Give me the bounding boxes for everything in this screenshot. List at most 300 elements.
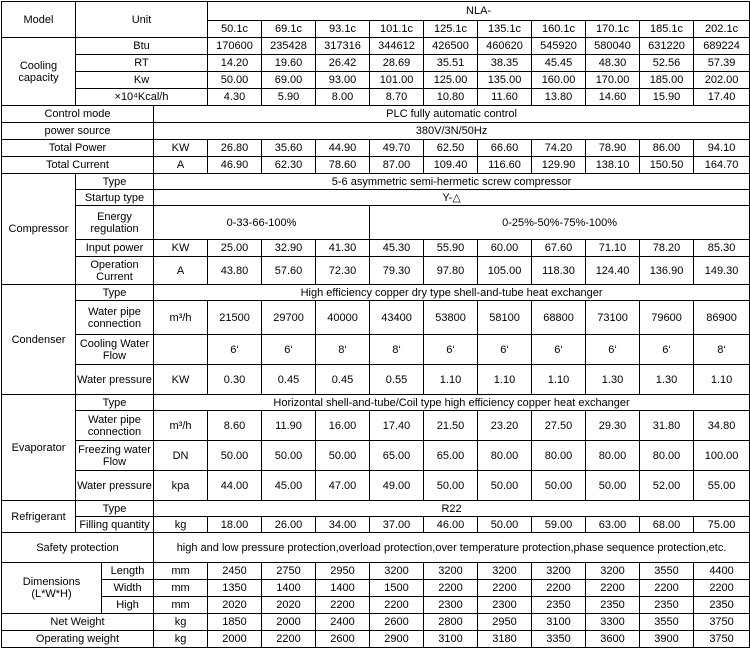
power-source-row: [2, 123, 750, 140]
value-cell: 11.90: [262, 411, 316, 441]
value-cell: 65.00: [424, 441, 478, 471]
energy-regulation-row: [2, 206, 750, 240]
value-cell: 19.60: [262, 55, 316, 72]
value-cell: 32.90: [262, 240, 316, 257]
value-cell: 62.50: [424, 140, 478, 157]
value-cell: 67.60: [532, 240, 586, 257]
value-cell: 26.00: [262, 517, 316, 533]
value-cell: 2020: [262, 597, 316, 614]
value-cell: 57.39: [694, 55, 750, 72]
input-power-row: [2, 240, 750, 257]
value-cell: 1400: [316, 580, 370, 597]
value-cell: 2800: [424, 614, 478, 631]
value-cell: 50.00: [208, 441, 262, 471]
control-mode-label: Control mode: [2, 106, 154, 123]
condenser-type-value: High efficiency copper dry type shell-and-tube heat exchanger: [154, 285, 750, 301]
value-cell: 50.00: [532, 471, 586, 501]
dimension-length-row: [2, 563, 750, 580]
value-cell: 34.00: [316, 517, 370, 533]
unit-cell: A: [154, 257, 208, 285]
value-cell: 3180: [478, 631, 532, 648]
operating-weight-label: Operating weight: [2, 631, 154, 648]
value-cell: 8‘: [316, 335, 370, 365]
cooling-water-flow-row: [2, 335, 750, 365]
cooling-rt-row: [2, 55, 750, 72]
type-label: Type: [76, 395, 154, 411]
value-cell: 11.60: [478, 89, 532, 106]
value-cell: 170600: [208, 38, 262, 55]
model-cell: 101.1c: [370, 21, 424, 38]
dimension-name: Length: [102, 563, 154, 580]
value-cell: 45.45: [532, 55, 586, 72]
value-cell: 125.00: [424, 72, 478, 89]
value-cell: 1.10: [424, 365, 478, 395]
value-cell: 34.80: [694, 411, 750, 441]
value-cell: 3300: [586, 614, 640, 631]
value-cell: 6‘: [208, 335, 262, 365]
value-cell: 40000: [316, 301, 370, 335]
value-cell: 58100: [478, 301, 532, 335]
model-cell: 160.1c: [532, 21, 586, 38]
value-cell: 35.60: [262, 140, 316, 157]
net-weight-row: [2, 614, 750, 631]
value-cell: 18.00: [208, 517, 262, 533]
value-cell: 53800: [424, 301, 478, 335]
unit-cell: kg: [154, 614, 208, 631]
value-cell: 62.30: [262, 157, 316, 174]
value-cell: 6‘: [640, 335, 694, 365]
evaporator-water-pressure-row: [2, 471, 750, 501]
value-cell: 2200: [478, 580, 532, 597]
spec-table: [1, 1, 750, 648]
value-cell: 3900: [640, 631, 694, 648]
unit-cell: kg: [154, 517, 208, 533]
value-cell: 48.30: [586, 55, 640, 72]
value-cell: 3750: [694, 631, 750, 648]
unit-cell: kg: [154, 631, 208, 648]
value-cell: 25.00: [208, 240, 262, 257]
value-cell: 2350: [694, 597, 750, 614]
value-cell: 1850: [208, 614, 262, 631]
value-cell: 6‘: [586, 335, 640, 365]
power-source-value: 380V/3N/50Hz: [154, 123, 750, 140]
unit-cell: RT: [76, 55, 208, 72]
value-cell: 344612: [370, 38, 424, 55]
refrigerant-type-row: [2, 501, 750, 517]
value-cell: 50.00: [208, 72, 262, 89]
value-cell: 14.20: [208, 55, 262, 72]
value-cell: 3350: [532, 631, 586, 648]
model-cell: 69.1c: [262, 21, 316, 38]
water-pipe-label: Water pipe connection: [76, 301, 154, 335]
value-cell: 2300: [424, 597, 478, 614]
value-cell: 16.00: [316, 411, 370, 441]
value-cell: 116.60: [478, 157, 532, 174]
refrigerant-type-value: R22: [154, 501, 750, 517]
value-cell: 10.80: [424, 89, 478, 106]
control-mode-row: [2, 106, 750, 123]
cooling-kw-row: [2, 72, 750, 89]
value-cell: 93.00: [316, 72, 370, 89]
startup-type-label: Startup type: [76, 190, 154, 206]
evaporator-type-row: [2, 395, 750, 411]
value-cell: 80.00: [586, 441, 640, 471]
input-power-label: Input power: [76, 240, 154, 257]
value-cell: 1.30: [586, 365, 640, 395]
value-cell: 69.00: [262, 72, 316, 89]
value-cell: 29700: [262, 301, 316, 335]
value-cell: 2450: [208, 563, 262, 580]
value-cell: 79.30: [370, 257, 424, 285]
water-pressure-label: Water pressure: [76, 365, 154, 395]
value-cell: 44.00: [208, 471, 262, 501]
value-cell: 43.80: [208, 257, 262, 285]
total-current-label: Total Current: [2, 157, 154, 174]
value-cell: 45.00: [262, 471, 316, 501]
compressor-label: Compressor: [2, 174, 76, 285]
filling-quantity-row: [2, 517, 750, 533]
dimension-width-row: [2, 580, 750, 597]
value-cell: 689224: [694, 38, 750, 55]
safety-protection-label: Safety protection: [2, 533, 154, 563]
cooling-capacity-label: Cooling capacity: [2, 38, 76, 106]
value-cell: 50.00: [424, 471, 478, 501]
value-cell: 129.90: [532, 157, 586, 174]
value-cell: 38.35: [478, 55, 532, 72]
model-cell: 135.1c: [478, 21, 532, 38]
evaporator-water-pipe-row: [2, 411, 750, 441]
unit-cell: mm: [154, 580, 208, 597]
value-cell: 6‘: [478, 335, 532, 365]
value-cell: 63.00: [586, 517, 640, 533]
condenser-label: Condenser: [2, 285, 76, 395]
value-cell: 37.00: [370, 517, 424, 533]
value-cell: 41.30: [316, 240, 370, 257]
value-cell: 3200: [370, 563, 424, 580]
startup-type-row: [2, 190, 750, 206]
value-cell: 101.00: [370, 72, 424, 89]
value-cell: 2200: [586, 580, 640, 597]
value-cell: 164.70: [694, 157, 750, 174]
water-pressure-label: Water pressure: [76, 471, 154, 501]
unit-cell: m³/h: [154, 301, 208, 335]
unit-header: Unit: [76, 2, 208, 38]
value-cell: 55.90: [424, 240, 478, 257]
unit-cell: KW: [154, 365, 208, 395]
value-cell: 78.90: [586, 140, 640, 157]
value-cell: 49.00: [370, 471, 424, 501]
value-cell: 80.00: [532, 441, 586, 471]
value-cell: 86.00: [640, 140, 694, 157]
value-cell: 26.80: [208, 140, 262, 157]
value-cell: 35.51: [424, 55, 478, 72]
value-cell: 65.00: [370, 441, 424, 471]
value-cell: 21500: [208, 301, 262, 335]
value-cell: 50.00: [478, 517, 532, 533]
value-cell: 3600: [586, 631, 640, 648]
energy-regulation-value-a: 0-33-66-100%: [154, 206, 370, 240]
value-cell: 0.55: [370, 365, 424, 395]
value-cell: 75.00: [694, 517, 750, 533]
value-cell: 13.80: [532, 89, 586, 106]
value-cell: 80.00: [640, 441, 694, 471]
value-cell: 2950: [478, 614, 532, 631]
value-cell: 45.30: [370, 240, 424, 257]
type-label: Type: [76, 174, 154, 190]
value-cell: 1400: [262, 580, 316, 597]
value-cell: 3200: [532, 563, 586, 580]
series-header: NLA-: [208, 2, 750, 21]
value-cell: 97.80: [424, 257, 478, 285]
refrigerant-label: Refrigerant: [2, 501, 76, 533]
unit-cell: Kw: [76, 72, 208, 89]
value-cell: 46.90: [208, 157, 262, 174]
value-cell: 2200: [424, 580, 478, 597]
operation-current-row: [2, 257, 750, 285]
filling-quantity-label: Filling quantity: [76, 517, 154, 533]
unit-cell: Btu: [76, 38, 208, 55]
value-cell: 1500: [370, 580, 424, 597]
dimension-name: Width: [102, 580, 154, 597]
operating-weight-row: [2, 631, 750, 648]
value-cell: 74.20: [532, 140, 586, 157]
value-cell: 631220: [640, 38, 694, 55]
value-cell: 31.80: [640, 411, 694, 441]
energy-regulation-label: Energy regulation: [76, 206, 154, 240]
unit-cell: KW: [154, 240, 208, 257]
value-cell: 1.30: [640, 365, 694, 395]
value-cell: 3750: [694, 614, 750, 631]
value-cell: 2600: [316, 631, 370, 648]
value-cell: 2200: [316, 597, 370, 614]
value-cell: 3200: [586, 563, 640, 580]
value-cell: 235428: [262, 38, 316, 55]
value-cell: 1.10: [532, 365, 586, 395]
value-cell: 3550: [640, 563, 694, 580]
value-cell: 2350: [586, 597, 640, 614]
value-cell: 3100: [532, 614, 586, 631]
value-cell: 0.30: [208, 365, 262, 395]
net-weight-label: Net Weight: [2, 614, 154, 631]
value-cell: 2900: [370, 631, 424, 648]
value-cell: 2000: [208, 631, 262, 648]
value-cell: 55.00: [694, 471, 750, 501]
unit-cell: DN: [154, 441, 208, 471]
unit-cell: mm: [154, 597, 208, 614]
compressor-type-row: [2, 174, 750, 190]
value-cell: 1.10: [694, 365, 750, 395]
unit-cell: ×10⁴Kcal/h: [76, 89, 208, 106]
value-cell: 85.30: [694, 240, 750, 257]
value-cell: 68.00: [640, 517, 694, 533]
value-cell: 3100: [424, 631, 478, 648]
value-cell: 27.50: [532, 411, 586, 441]
unit-cell: [154, 335, 208, 365]
value-cell: 150.50: [640, 157, 694, 174]
value-cell: 50.00: [478, 471, 532, 501]
value-cell: 460620: [478, 38, 532, 55]
value-cell: 2950: [316, 563, 370, 580]
safety-protection-row: [2, 533, 750, 563]
value-cell: 109.40: [424, 157, 478, 174]
value-cell: 2020: [208, 597, 262, 614]
value-cell: 17.40: [694, 89, 750, 106]
value-cell: 160.00: [532, 72, 586, 89]
value-cell: 26.42: [316, 55, 370, 72]
unit-cell: KW: [154, 140, 208, 157]
value-cell: 138.10: [586, 157, 640, 174]
total-power-row: [2, 140, 750, 157]
type-label: Type: [76, 501, 154, 517]
value-cell: 3200: [424, 563, 478, 580]
condenser-type-row: [2, 285, 750, 301]
value-cell: 1.10: [478, 365, 532, 395]
unit-cell: A: [154, 157, 208, 174]
value-cell: 2350: [532, 597, 586, 614]
value-cell: 2300: [478, 597, 532, 614]
value-cell: 47.00: [316, 471, 370, 501]
freezing-water-flow-row: [2, 441, 750, 471]
compressor-type-value: 5-6 asymmetric semi-hermetic screw compressor: [154, 174, 750, 190]
value-cell: 2750: [262, 563, 316, 580]
total-power-label: Total Power: [2, 140, 154, 157]
unit-cell: m³/h: [154, 411, 208, 441]
value-cell: 78.20: [640, 240, 694, 257]
type-label: Type: [76, 285, 154, 301]
model-header: Model: [2, 2, 76, 38]
value-cell: 17.40: [370, 411, 424, 441]
model-cell: 93.1c: [316, 21, 370, 38]
value-cell: 202.00: [694, 72, 750, 89]
value-cell: 8‘: [694, 335, 750, 365]
condenser-water-pipe-row: [2, 301, 750, 335]
value-cell: 87.00: [370, 157, 424, 174]
value-cell: 2200: [640, 580, 694, 597]
value-cell: 52.56: [640, 55, 694, 72]
value-cell: 23.20: [478, 411, 532, 441]
cooling-kcal-row: [2, 89, 750, 106]
value-cell: 14.60: [586, 89, 640, 106]
energy-regulation-value-b: 0-25%-50%-75%-100%: [370, 206, 750, 240]
dimension-high-row: [2, 597, 750, 614]
value-cell: 317316: [316, 38, 370, 55]
value-cell: 15.90: [640, 89, 694, 106]
value-cell: 2350: [640, 597, 694, 614]
dimension-name: High: [102, 597, 154, 614]
value-cell: 100.00: [694, 441, 750, 471]
value-cell: 136.90: [640, 257, 694, 285]
value-cell: 21.50: [424, 411, 478, 441]
value-cell: 66.60: [478, 140, 532, 157]
cooling-btu-row: [2, 38, 750, 55]
value-cell: 6‘: [262, 335, 316, 365]
value-cell: 73100: [586, 301, 640, 335]
value-cell: 46.00: [424, 517, 478, 533]
value-cell: 2200: [532, 580, 586, 597]
value-cell: 79600: [640, 301, 694, 335]
value-cell: 118.30: [532, 257, 586, 285]
value-cell: 8.60: [208, 411, 262, 441]
value-cell: 2200: [694, 580, 750, 597]
value-cell: 57.60: [262, 257, 316, 285]
water-pipe-label: Water pipe connection: [76, 411, 154, 441]
value-cell: 2000: [262, 614, 316, 631]
total-current-row: [2, 157, 750, 174]
startup-type-value: Y-△: [154, 190, 750, 206]
value-cell: 8.70: [370, 89, 424, 106]
value-cell: 170.00: [586, 72, 640, 89]
value-cell: 59.00: [532, 517, 586, 533]
unit-cell: kpa: [154, 471, 208, 501]
value-cell: 94.10: [694, 140, 750, 157]
value-cell: 43400: [370, 301, 424, 335]
cooling-water-flow-label: Cooling Water Flow: [76, 335, 154, 365]
value-cell: 580040: [586, 38, 640, 55]
value-cell: 71.10: [586, 240, 640, 257]
value-cell: 50.00: [586, 471, 640, 501]
model-cell: 50.1c: [208, 21, 262, 38]
value-cell: 3550: [640, 614, 694, 631]
value-cell: 6‘: [532, 335, 586, 365]
value-cell: 8.00: [316, 89, 370, 106]
control-mode-value: PLC fully automatic control: [154, 106, 750, 123]
value-cell: 4400: [694, 563, 750, 580]
unit-cell: mm: [154, 563, 208, 580]
value-cell: 0.45: [316, 365, 370, 395]
value-cell: 149.30: [694, 257, 750, 285]
operation-current-label: Operation Current: [76, 257, 154, 285]
value-cell: 2400: [316, 614, 370, 631]
value-cell: 72.30: [316, 257, 370, 285]
value-cell: 28.69: [370, 55, 424, 72]
power-source-label: power source: [2, 123, 154, 140]
safety-protection-value: high and low pressure protection,overload protection,over temperature protection,phase sequence protection,etc.: [154, 533, 750, 563]
value-cell: 68800: [532, 301, 586, 335]
dimensions-label: Dimensions (L*W*H): [2, 563, 102, 614]
value-cell: 6‘: [424, 335, 478, 365]
model-cell: 202.1c: [694, 21, 750, 38]
model-cell: 185.1c: [640, 21, 694, 38]
value-cell: 105.00: [478, 257, 532, 285]
value-cell: 2600: [370, 614, 424, 631]
model-cell: 170.1c: [586, 21, 640, 38]
value-cell: 4.30: [208, 89, 262, 106]
value-cell: 8‘: [370, 335, 424, 365]
value-cell: 545920: [532, 38, 586, 55]
value-cell: 50.00: [262, 441, 316, 471]
value-cell: 52.00: [640, 471, 694, 501]
value-cell: 135.00: [478, 72, 532, 89]
value-cell: 124.40: [586, 257, 640, 285]
value-cell: 3200: [478, 563, 532, 580]
value-cell: 0.45: [262, 365, 316, 395]
value-cell: 426500: [424, 38, 478, 55]
value-cell: 5.90: [262, 89, 316, 106]
value-cell: 50.00: [316, 441, 370, 471]
value-cell: 2200: [370, 597, 424, 614]
value-cell: 1350: [208, 580, 262, 597]
value-cell: 86900: [694, 301, 750, 335]
evaporator-type-value: Horizontal shell-and-tube/Coil type high efficiency copper heat exchanger: [154, 395, 750, 411]
value-cell: 44.90: [316, 140, 370, 157]
freezing-water-flow-label: Freezing water Flow: [76, 441, 154, 471]
value-cell: 2200: [262, 631, 316, 648]
value-cell: 60.00: [478, 240, 532, 257]
value-cell: 80.00: [478, 441, 532, 471]
value-cell: 49.70: [370, 140, 424, 157]
value-cell: 78.60: [316, 157, 370, 174]
value-cell: 29.30: [586, 411, 640, 441]
